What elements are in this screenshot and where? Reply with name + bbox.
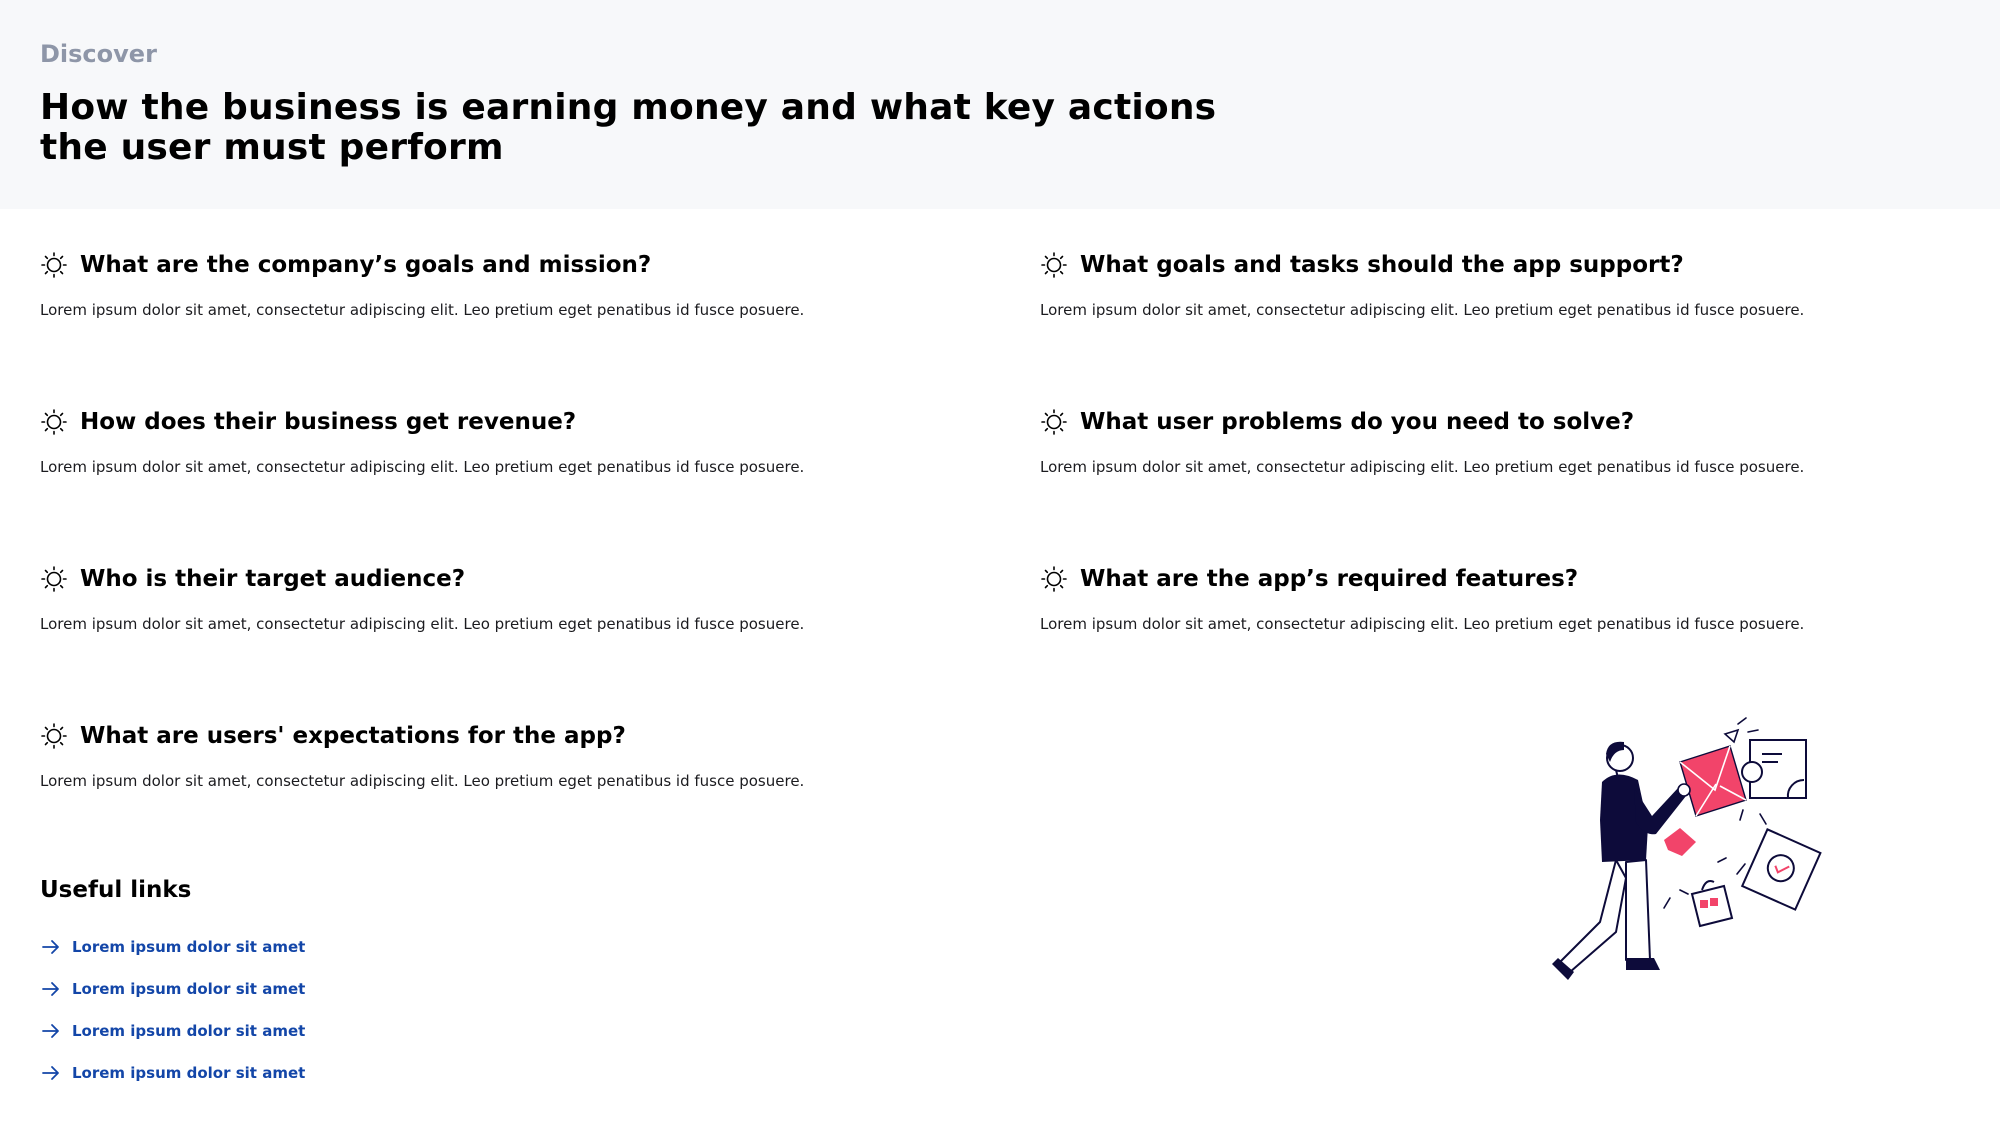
- question-title: What are the company’s goals and mission?: [80, 252, 652, 278]
- useful-link-label[interactable]: Lorem ipsum dolor sit amet: [72, 1064, 306, 1082]
- question-user-expectations: [40, 720, 1000, 790]
- question-text: Lorem ipsum dolor sit amet, consectetur adipiscing elit. Leo pretium eget penatibus id fusce posuere.: [40, 772, 805, 790]
- question-revenue: [40, 406, 1000, 476]
- page-header: [0, 0, 2000, 209]
- question-app-goals-tasks: [1040, 249, 2000, 319]
- question-title: What user problems do you need to solve?: [1080, 409, 1635, 435]
- question-text: Lorem ipsum dolor sit amet, consectetur adipiscing elit. Leo pretium eget penatibus id fusce posuere.: [40, 615, 805, 633]
- question-text: Lorem ipsum dolor sit amet, consectetur adipiscing elit. Leo pretium eget penatibus id fusce posuere.: [1040, 301, 1805, 319]
- question-text: Lorem ipsum dolor sit amet, consectetur adipiscing elit. Leo pretium eget penatibus id fusce posuere.: [40, 301, 805, 319]
- question-title: What are the app’s required features?: [1080, 566, 1579, 592]
- page-title: How the business is earning money and what key actions the user must perform: [40, 87, 1217, 168]
- eyebrow-label: Discover: [40, 40, 157, 68]
- arrow-right-icon: [40, 1020, 62, 1042]
- lightbulb-icon: [1040, 251, 1068, 279]
- lightbulb-icon: [1040, 408, 1068, 436]
- lightbulb-icon: [40, 565, 68, 593]
- question-title: Who is their target audience?: [80, 566, 466, 592]
- useful-link[interactable]: [40, 1052, 305, 1094]
- arrow-right-icon: [40, 936, 62, 958]
- question-text: Lorem ipsum dolor sit amet, consectetur adipiscing elit. Leo pretium eget penatibus id fusce posuere.: [40, 458, 805, 476]
- question-required-features: [1040, 563, 2000, 633]
- useful-link[interactable]: [40, 926, 305, 968]
- useful-link[interactable]: [40, 968, 305, 1010]
- question-text: Lorem ipsum dolor sit amet, consectetur adipiscing elit. Leo pretium eget penatibus id fusce posuere.: [1040, 458, 1805, 476]
- question-title: What are users' expectations for the app?: [80, 723, 626, 749]
- useful-links-title: Useful links: [40, 877, 192, 903]
- useful-link-label[interactable]: Lorem ipsum dolor sit amet: [72, 1022, 306, 1040]
- lightbulb-icon: [1040, 565, 1068, 593]
- person-with-puzzle-illustration: [1530, 710, 1830, 990]
- lightbulb-icon: [40, 251, 68, 279]
- lightbulb-icon: [40, 722, 68, 750]
- question-text: Lorem ipsum dolor sit amet, consectetur adipiscing elit. Leo pretium eget penatibus id fusce posuere.: [1040, 615, 1805, 633]
- useful-link-label[interactable]: Lorem ipsum dolor sit amet: [72, 938, 306, 956]
- question-target-audience: [40, 563, 1000, 633]
- lightbulb-icon: [40, 408, 68, 436]
- question-user-problems: [1040, 406, 2000, 476]
- useful-link-label[interactable]: Lorem ipsum dolor sit amet: [72, 980, 306, 998]
- question-goals-mission: [40, 249, 1000, 319]
- arrow-right-icon: [40, 1062, 62, 1084]
- useful-link[interactable]: [40, 1010, 305, 1052]
- useful-links-list: [40, 926, 305, 1094]
- question-title: What goals and tasks should the app support?: [1080, 252, 1684, 278]
- arrow-right-icon: [40, 978, 62, 1000]
- question-title: How does their business get revenue?: [80, 409, 577, 435]
